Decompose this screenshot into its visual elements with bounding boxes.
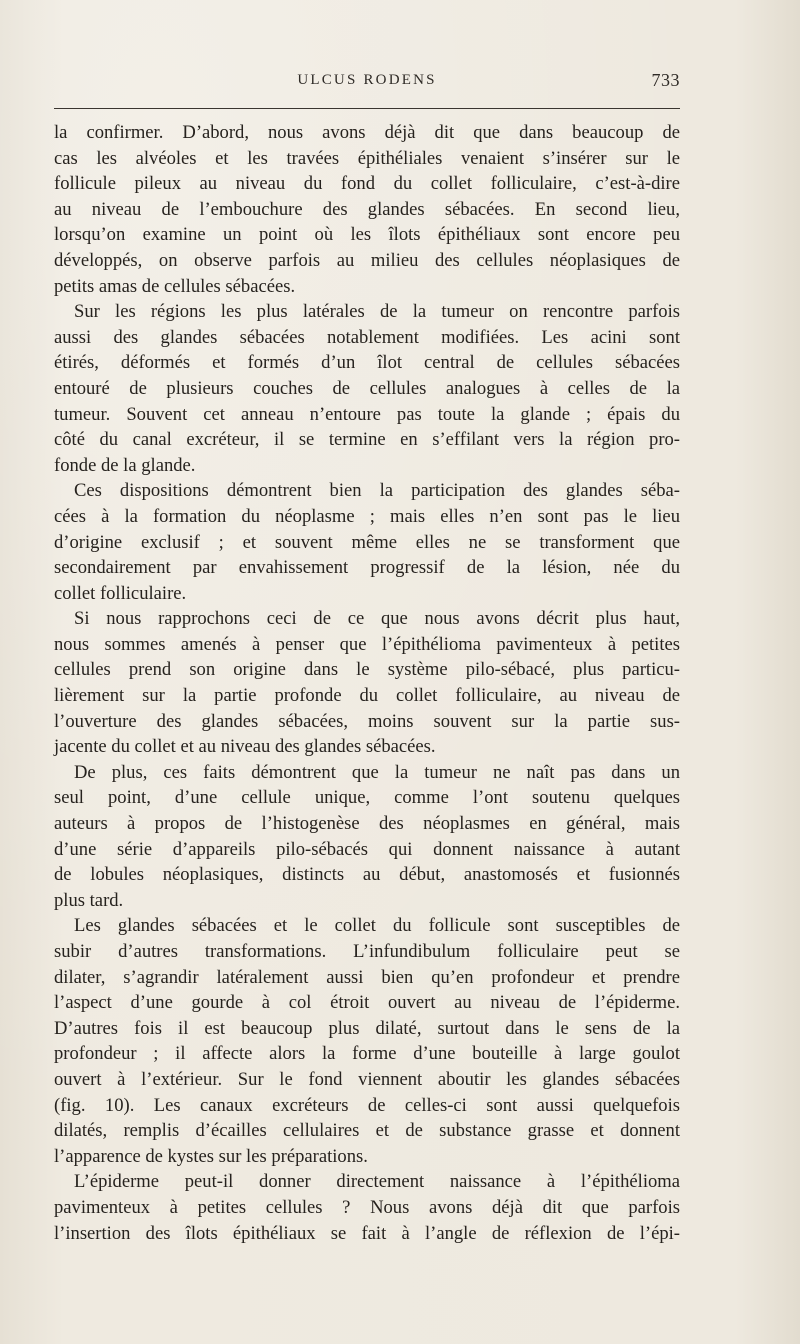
text-line: l’ouverture des glandes sébacées, moins souvent sur la partie sus- <box>54 710 680 732</box>
text-line: ouvert à l’extérieur. Sur le fond viennent aboutir les glandes sébacées <box>54 1068 680 1090</box>
header-rule <box>54 108 680 109</box>
text-line: étirés, déformés et formés d’un îlot central de cellules sébacées <box>54 352 680 374</box>
text-line: fonde de la glande. <box>54 454 196 476</box>
text-line: pavimenteux à petites cellules ? Nous avons déjà dit que parfois <box>54 1196 680 1218</box>
text-line: au niveau de l’embouchure des glandes sébacées. En second lieu, <box>54 198 680 220</box>
text-line: de lobules néoplasiques, distincts au début, anastomosés et fusionnés <box>54 864 680 886</box>
page-number: 733 <box>651 70 680 90</box>
text-line: L’épiderme peut-il donner directement naissance à l’épithélioma <box>74 1171 680 1193</box>
running-head <box>54 72 680 96</box>
text-line: l’apparence de kystes sur les préparations. <box>54 1145 368 1167</box>
text-line: l’aspect d’une gourde à col étroit ouvert au niveau de l’épiderme. <box>54 992 680 1014</box>
text-line: aussi des glandes sébacées notablement modifiées. Les acini sont <box>54 326 680 348</box>
text-line: lièrement sur la partie profonde du collet folliculaire, au niveau de <box>54 685 680 707</box>
text-line: secondairement par envahissement progressif de la lésion, née du <box>54 557 680 579</box>
text-line: entouré de plusieurs couches de cellules analogues à celles de la <box>54 377 680 399</box>
text-line: Ces dispositions démontrent bien la participation des glandes séba- <box>74 480 680 502</box>
text-line: tumeur. Souvent cet anneau n’entoure pas toute la glande ; épais du <box>54 403 680 425</box>
text-line: subir d’autres transformations. L’infundibulum folliculaire peut se <box>54 941 680 962</box>
text-line: nous sommes amenés à penser que l’épithélioma pavimenteux à petites <box>54 633 680 655</box>
text-line: dilatés, remplis d’écailles cellulaires et de substance grasse et donnent <box>54 1120 680 1142</box>
text-line: follicule pileux au niveau du fond du collet folliculaire, c’est-à-dire <box>54 173 680 195</box>
text-line: plus tard. <box>54 889 124 911</box>
text-line: auteurs à propos de l’histogenèse des néoplasmes en général, mais <box>54 813 680 835</box>
text-line: d’une série d’appareils pilo-sébacés qui donnent naissance à autant <box>54 838 680 860</box>
text-line: D’autres fois il est beaucoup plus dilaté, surtout dans le sens de la <box>54 1017 680 1039</box>
text-line: seul point, d’une cellule unique, comme l’ont soutenu quelques <box>54 787 680 809</box>
text-line: Sur les régions les plus latérales de la tumeur on rencontre parfois <box>74 301 680 323</box>
text-line: cellules prend son origine dans le système pilo-sébacé, plus particu- <box>54 659 680 681</box>
body-text <box>54 120 680 1246</box>
text-line: collet folliculaire. <box>54 582 187 604</box>
text-line: développés, on observe parfois au milieu des cellules néoplasiques de <box>54 249 680 271</box>
text-line: côté du canal excréteur, il se termine en s’effilant vers la région pro- <box>54 429 680 451</box>
text-line: Les glandes sébacées et le collet du follicule sont susceptibles de <box>74 915 680 937</box>
running-title: ULCUS RODENS <box>297 72 437 88</box>
text-line: lorsqu’on examine un point où les îlots épithéliaux sont encore peu <box>54 224 680 246</box>
text-line: cées à la formation du néoplasme ; mais elles n’en sont pas le lieu <box>54 505 680 527</box>
text-line: (fig. 10). Les canaux excréteurs de celles-ci sont aussi quelquefois <box>54 1094 680 1116</box>
text-line: De plus, ces faits démontrent que la tumeur ne naît pas dans un <box>74 761 680 783</box>
text-line: petits amas de cellules sébacées. <box>54 275 296 297</box>
text-line: l’insertion des îlots épithéliaux se fait à l’angle de réflexion de l’épi- <box>54 1222 680 1244</box>
text-line: dilater, s’agrandir latéralement aussi bien qu’en profondeur et prendre <box>54 966 680 988</box>
text-line: cas les alvéoles et les travées épithéliales venaient s’insérer sur le <box>54 147 680 169</box>
text-line: Si nous rapprochons ceci de ce que nous avons décrit plus haut, <box>74 608 680 630</box>
text-line: la confirmer. D’abord, nous avons déjà dit que dans beaucoup de <box>54 122 680 143</box>
text-line: jacente du collet et au niveau des glandes sébacées. <box>54 736 436 758</box>
text-line: d’origine exclusif ; et souvent même elles ne se transforment que <box>54 531 680 553</box>
text-line: profondeur ; il affecte alors la forme d’une bouteille à large goulot <box>54 1043 680 1065</box>
